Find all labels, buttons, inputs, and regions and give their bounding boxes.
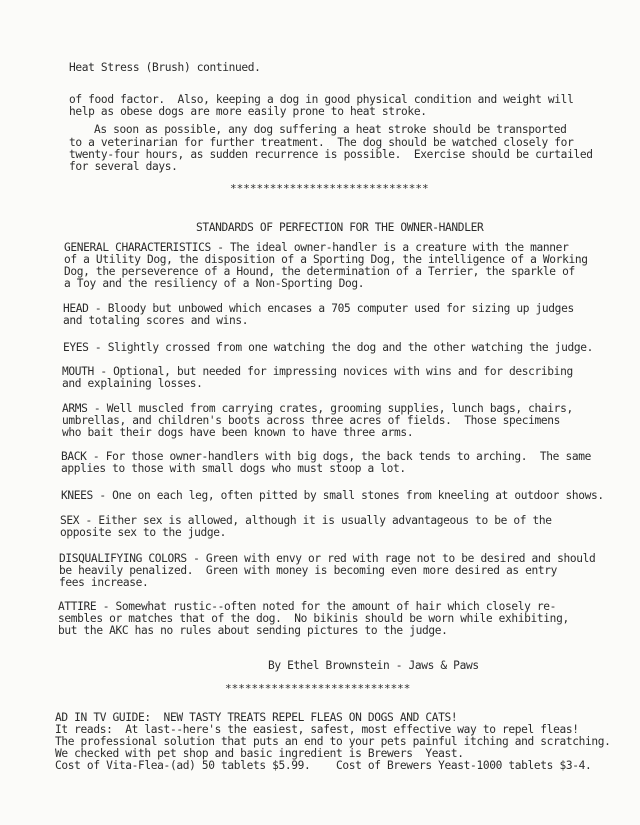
text-line: of food factor. Also, keeping a dog in good physical condition and weight will — [69, 93, 574, 106]
text-line: EYES - Slightly crossed from one watching the dog and the other watching the judge. — [63, 341, 593, 354]
text-line: Cost of Vita-Flea-(ad) 50 tablets $5.99. Cost of Brewers Yeast-1000 tablets $3-4. — [55, 759, 592, 772]
text-line: to a veterinarian for further treatment. The dog should be watched closely for — [69, 136, 574, 149]
text-line: but the AKC has no rules about sending pictures to the judge. — [58, 624, 448, 637]
text-line: and totaling scores and wins. — [63, 314, 249, 327]
text-line: It reads: At last--here's the easiest, safest, most effective way to repel fleas! — [55, 723, 579, 736]
text-line: The professional solution that puts an end to your pets painful itching and scratching. — [55, 735, 611, 748]
text-line: SEX - Either sex is allowed, although it is usually advantageous to be of the — [60, 514, 552, 527]
divider-stars: **************************** — [225, 682, 411, 695]
text-line: twenty-four hours, as sudden recurrence is possible. Exercise should be curtailed — [69, 148, 593, 161]
byline: By Ethel Brownstein - Jaws & Paws — [268, 659, 479, 672]
text-line: MOUTH - Optional, but needed for impressing novices with wins and for describing — [62, 365, 573, 378]
text-line: help as obese dogs are more easily prone to heat stroke. — [69, 105, 427, 118]
text-line: umbrellas, and children's boots across three acres of fields. Those specimens — [62, 414, 561, 427]
text-line: GENERAL CHARACTERISTICS - The ideal owner-handler is a creature with the manner — [64, 241, 569, 254]
text-line: sembles or matches that of the dog. No bikinis should be worn while exhibiting, — [58, 612, 569, 625]
running-head: Heat Stress (Brush) continued. — [69, 61, 261, 74]
text-line: DISQUALIFYING COLORS - Green with envy or red with rage not to be desired and should — [59, 552, 596, 565]
text-line: of a Utility Dog, the disposition of a Sporting Dog, the intelligence of a Working — [64, 253, 588, 266]
text-line: KNEES - One on each leg, often pitted by small stones from kneeling at outdoor shows. — [61, 489, 604, 502]
text-line: ATTIRE - Somewhat rustic--often noted for the amount of hair which closely re- — [58, 600, 557, 613]
text-line: be heavily penalized. Green with money is becoming even more desired as entry — [59, 564, 558, 577]
text-line: ARMS - Well muscled from carrying crates, grooming supplies, lunch bags, chairs, — [62, 402, 573, 415]
text-line: opposite sex to the judge. — [60, 526, 227, 539]
text-line: As soon as possible, any dog suffering a heat stroke should be transported — [94, 123, 567, 136]
divider-stars: ****************************** — [230, 182, 429, 195]
text-line: BACK - For those owner-handlers with big dogs, the back tends to arching. The same — [61, 450, 591, 463]
text-line: fees increase. — [59, 576, 149, 589]
ad-headline: AD IN TV GUIDE: NEW TASTY TREATS REPEL FLEAS ON DOGS AND CATS! — [55, 711, 458, 724]
text-line: a Toy and the resiliency of a Non-Sporting Dog. — [64, 277, 365, 290]
text-line: We checked with pet shop and basic ingredient is Brewers Yeast. — [55, 747, 464, 760]
section-title: STANDARDS OF PERFECTION FOR THE OWNER-HANDLER — [196, 221, 484, 234]
text-line: who bait their dogs have been known to have three arms. — [62, 426, 414, 439]
text-line: and explaining losses. — [62, 377, 203, 390]
text-line: applies to those with small dogs who must stoop a lot. — [61, 462, 406, 475]
text-line: for several days. — [69, 160, 178, 173]
text-line: HEAD - Bloody but unbowed which encases a 705 computer used for sizing up judges — [63, 302, 574, 315]
text-line: Dog, the perseverence of a Hound, the determination of a Terrier, the sparkle of — [64, 265, 575, 278]
